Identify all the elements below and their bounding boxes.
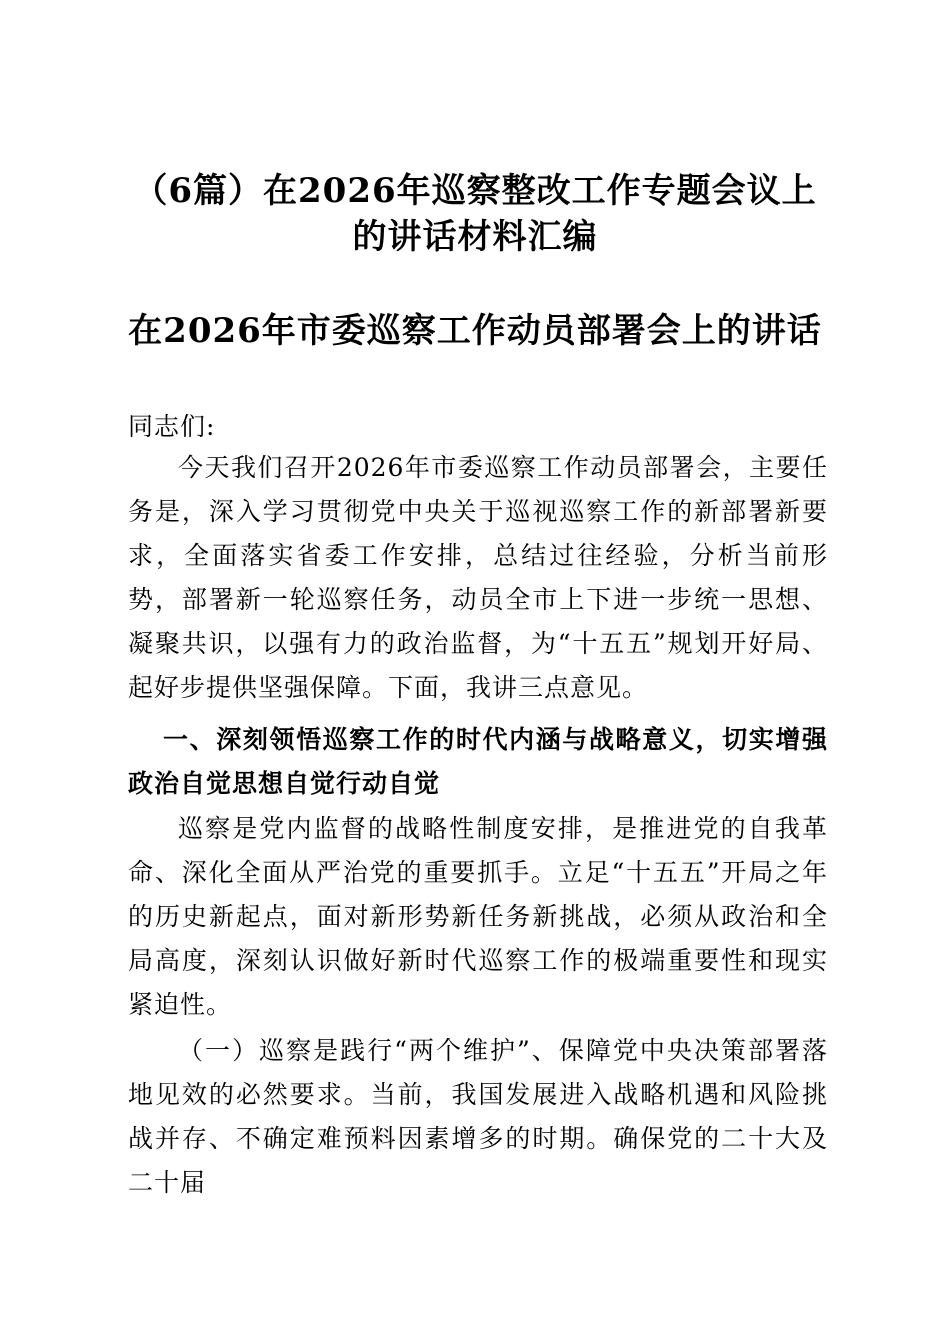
paragraph-subsection-1: （一）巡察是践行“两个维护”、保障党中央决策部署落地见效的必然要求。当前，我国发展进入战略机遇和风险挑战并存、不确定难预料因素增多的时期。确保党的二十大及二十届 xyxy=(128,1036,828,1197)
paragraph-intro: 今天我们召开2026年市委巡察工作动员部署会，主要任务是，深入学习贯彻党中央关于巡视巡察工作的新部署新要求，全面落实省委工作安排，总结过往经验，分析当前形势，部署新一轮巡察任务，动员全市上下进一步统一思想、凝聚共识，以强有力的政治监督，为“十五五”规划开好局、起好步提供坚强保障。下面，我讲三点意见。 xyxy=(128,453,828,702)
document-title: （6篇）在2026年巡察整改工作专题会议上的讲话材料汇编 xyxy=(133,171,817,257)
section-heading-1: 一、深刻领悟巡察工作的时代内涵与战略意义，切实增强政治自觉思想自觉行动自觉 xyxy=(128,725,828,798)
speech-title: 在2026年市委巡察工作动员部署会上的讲话 xyxy=(128,311,822,351)
paragraph-section-1: 巡察是党内监督的战略性制度安排，是推进党的自我革命、深化全面从严治党的重要抓手。立足“十五五”开局之年的历史新起点，面对新形势新任务新挑战，必须从政治和全局高度，深刻认识做好新时代巡察工作的极端重要性和现实紧迫性。 xyxy=(128,814,828,1019)
salutation: 同志们: xyxy=(128,412,216,441)
